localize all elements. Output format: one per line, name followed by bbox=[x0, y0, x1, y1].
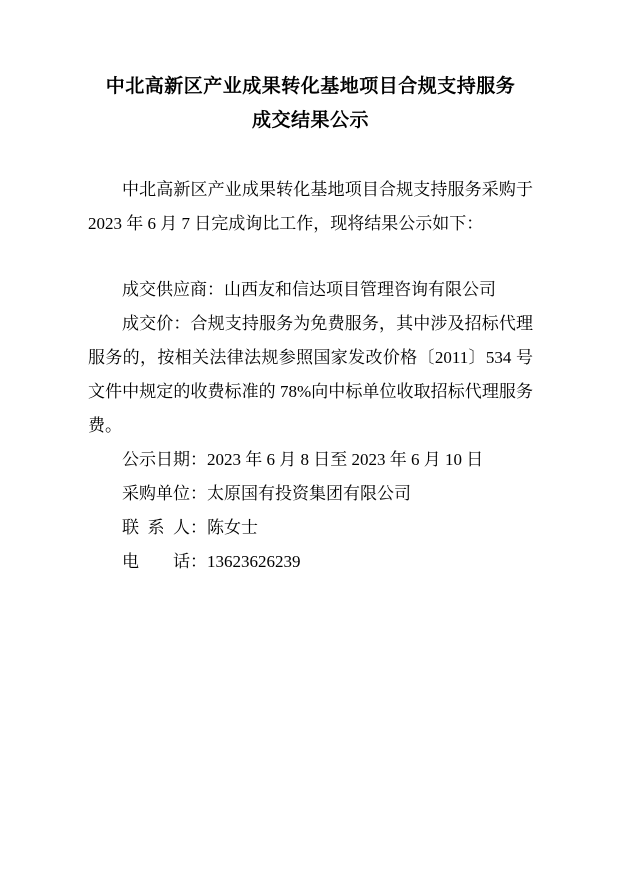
document-title bbox=[88, 70, 533, 138]
publicity-date-line: 公示日期：2023 年 6 月 8 日至 2023 年 6 月 10 日 bbox=[122, 450, 484, 469]
title-line-1: 中北高新区产业成果转化基地项目合规支持服务 bbox=[105, 76, 516, 97]
title-line-2: 成交结果公示 bbox=[251, 110, 369, 131]
price-paragraph: 成交价：合规支持服务为免费服务，其中涉及招标代理服务的，按相关法律法规参照国家发改价格〔2011〕534 号文件中规定的收费标准的 78%向中标单位收取招标代理服务费。 bbox=[88, 314, 533, 435]
phone-line: 电 话：13623626239 bbox=[122, 552, 301, 571]
intro-paragraph: 中北高新区产业成果转化基地项目合规支持服务采购于 2023 年 6 月 7 日完成询比工作，现将结果公示如下： bbox=[88, 180, 533, 233]
purchaser-line: 采购单位：太原国有投资集团有限公司 bbox=[122, 484, 411, 503]
supplier-line: 成交供应商：山西友和信达项目管理咨询有限公司 bbox=[122, 280, 496, 299]
contact-line: 联 系 人：陈女士 bbox=[122, 518, 258, 537]
